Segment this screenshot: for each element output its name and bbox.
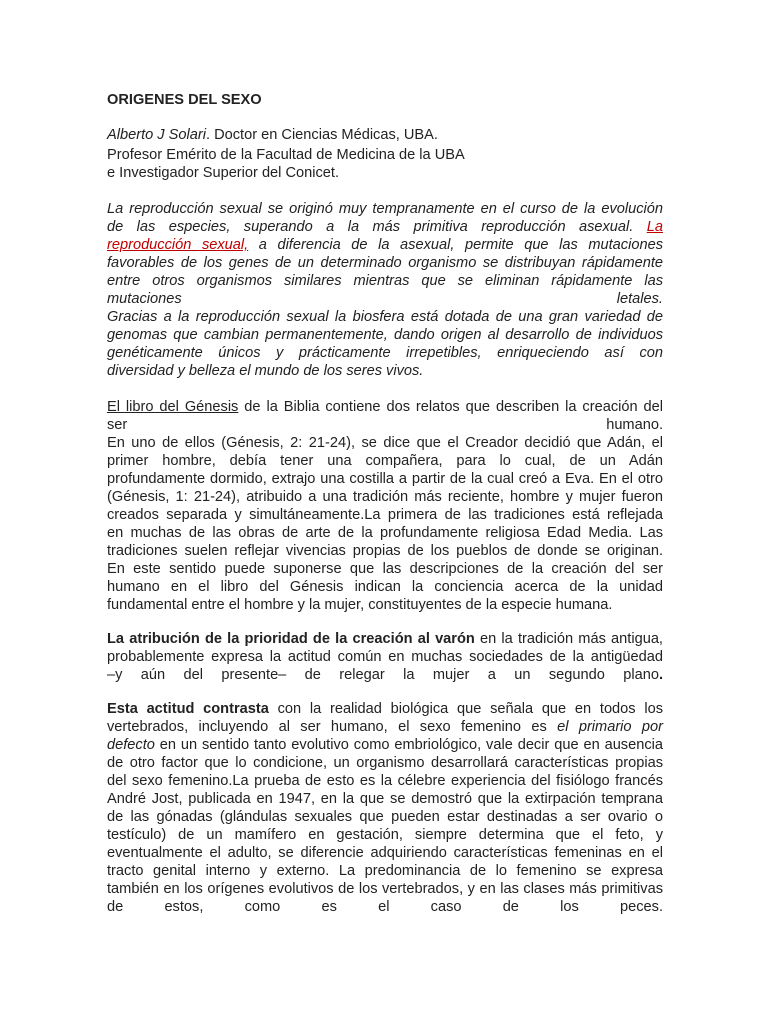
intro-line: mutaciones letales.: [107, 291, 663, 307]
contrast-line: de estos, como es el caso de los peces.: [107, 899, 663, 915]
contrast-line: André Jost, publicada en 1947, en la que se demostró que la extirpación temprana: [107, 791, 663, 807]
contrast-line: de otro factor que lo condicione, un organismo desarrollará características propias: [107, 755, 663, 771]
intro-line: entre otros organismos similares mientras que se eliminan rápidamente las: [107, 273, 663, 289]
genesis-line: En este sentido puede suponerse que las descripciones de la creación del ser: [107, 561, 663, 577]
genesis-line: profundamente dormido, extrajo una costilla a partir de la cual creó a Eva. En el otro: [107, 471, 663, 487]
intro-line: La reproducción sexual se originó muy tempranamente en el curso de la evolución: [107, 201, 663, 217]
contrast-line: eventualmente el adulto, se diferencie adquiriendo características femeninas en el: [107, 845, 663, 861]
contrast-bold: Esta actitud contrasta: [107, 701, 269, 717]
document-title: ORIGENES DEL SEXO: [107, 92, 262, 108]
contrast-line: testículo) de un mamífero en gestación, siempre determina que el feto, y: [107, 827, 663, 843]
genesis-link[interactable]: El libro del Génesis: [107, 399, 239, 415]
contrast-line: de las gónadas (glándulas sexuales que pueden estar destinadas a ser ovario o: [107, 809, 663, 825]
contrast-line: del sexo femenino.La prueba de esto es la célebre experiencia del fisiólogo francés: [107, 773, 663, 789]
intro-line: Gracias a la reproducción sexual la biosfera está dotada de una gran variedad de: [107, 309, 663, 325]
genesis-line: humano en el libro del Génesis indican la conciencia acerca de la unidad: [107, 579, 663, 595]
author-line-2: Profesor Emérito de la Facultad de Medicina de la UBA: [107, 147, 465, 163]
intro-line: genéticamente únicos y prácticamente irrepetibles, enriqueciendo así con: [107, 345, 663, 361]
genesis-line: ser humano.: [107, 417, 663, 433]
intro-line: de las especies, superando a la más primitiva reproducción asexual. La: [107, 219, 663, 235]
author-line-1: Alberto J Solari. Doctor en Ciencias Médicas, UBA.: [107, 127, 438, 143]
intro-line: reproducción sexual, a diferencia de la asexual, permite que las mutaciones: [107, 237, 663, 253]
contrast-line: defecto en un sentido tanto evolutivo como embriológico, vale decir que en ausencia: [107, 737, 663, 753]
contrast-line: vertebrados, incluyendo al ser humano, el sexo femenino es el primario por: [107, 719, 663, 735]
intro-line: diversidad y belleza el mundo de los seres vivos.: [107, 363, 424, 379]
genesis-line: primer hombre, debía tener una compañera, para lo cual, de un Adán: [107, 453, 663, 469]
contrast-line: tracto genital interno y externo. La predominancia de lo femenino se expresa: [107, 863, 663, 879]
genesis-line: en muchas de las obras de arte de la profundamente religiosa Edad Media. Las: [107, 525, 663, 541]
attribution-bold: La atribución de la prioridad de la creación al varón: [107, 631, 475, 647]
contrast-line: también en los orígenes evolutivos de los vertebrados, y en las clases más primitivas: [107, 881, 663, 897]
author-line-3: e Investigador Superior del Conicet.: [107, 165, 340, 181]
author-name: Alberto J Solari: [107, 127, 206, 143]
reproduccion-sexual-link[interactable]: La: [646, 219, 663, 235]
genesis-line: creados separada y simultáneamente.La primera de las tradiciones está reflejada: [107, 507, 663, 523]
contrast-line: Esta actitud contrasta con la realidad biológica que señala que en todos los: [107, 701, 663, 717]
genesis-line: fundamental entre el hombre y la mujer, constituyentes de la especie humana.: [107, 597, 613, 613]
genesis-line: El libro del Génesis de la Biblia contiene dos relatos que describen la creación del: [107, 399, 663, 415]
genesis-line: (Génesis, 1: 21-24), atribuido a una tradición más reciente, hombre y mujer fueron: [107, 489, 663, 505]
attribution-line: La atribución de la prioridad de la creación al varón en la tradición más antigua,: [107, 631, 663, 647]
attribution-line: probablemente expresa la actitud común en muchas sociedades de la antigüedad: [107, 649, 663, 665]
genesis-line: tradiciones suelen reflejar vivencias propias de los pueblos de donde se originan.: [107, 543, 663, 559]
genesis-line: En uno de ellos (Génesis, 2: 21-24), se dice que el Creador decidió que Adán, el: [107, 435, 663, 451]
intro-line: genomas que cambian permanentemente, dando origen al desarrollo de individuos: [107, 327, 663, 343]
attribution-line: –y aún del presente– de relegar la mujer a un segundo plano.: [107, 667, 663, 683]
reproduccion-sexual-link[interactable]: reproducción sexual,: [107, 237, 249, 253]
intro-line: favorables de los genes de un determinado organismo se distribuyan rápidamente: [107, 255, 663, 271]
